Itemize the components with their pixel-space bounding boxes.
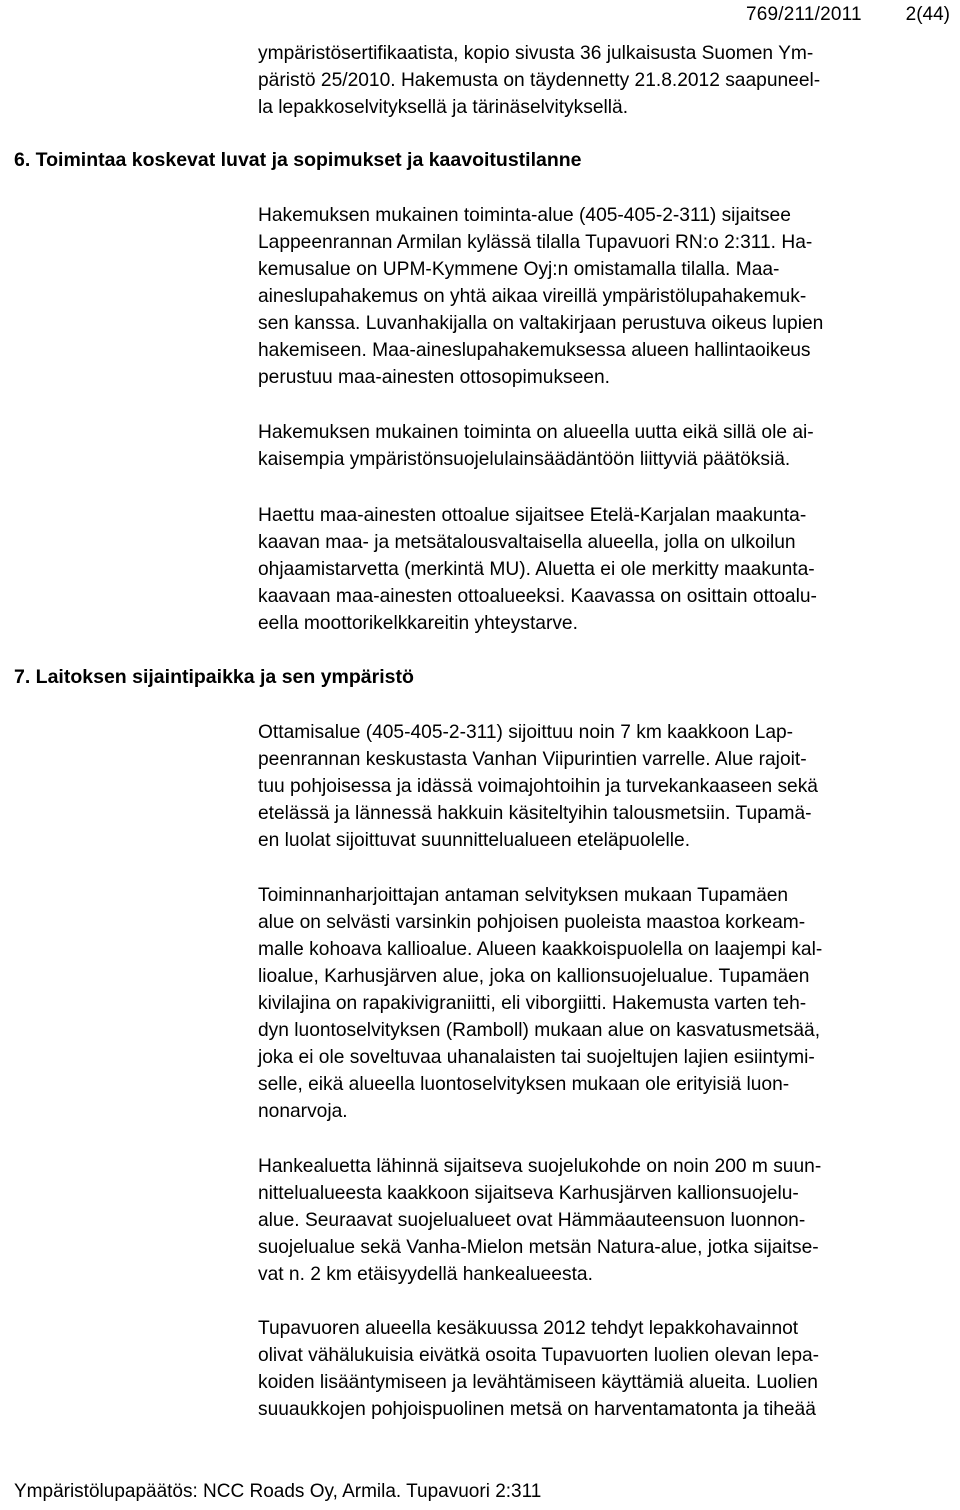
paragraph-area-description: Toiminnanharjoittajan antaman selvityksen mukaan Tupamäen alue on selvästi varsinkin pohjoisen puoleista maastoa korkeam- malle kohoava kallioalue. Alueen kaakkoispuolella on laajempi kal- lioalue, Karhusjärven alue, joka on kallionsuojelualue. Tupamäen kivilajina on rapakivigraniitti, eli viborgiitti. Hakemusta varten teh- dyn luontoselvityksen (Ramboll) mukaan alue on kasvatusmetsää, joka ei ole soveltuvaa uhanalaisten tai suojeltujen lajien esiintymi- selle, eikä alueella luontoselvityksen mukaan ole erityisiä luon- nonarvoja. [258,885,823,1122]
paragraph-protected-areas: Hankealuetta lähinnä sijaitseva suojelukohde on noin 200 m suun- nittelualueesta kaakkoon sijaitseva Karhusjärven kallionsuojelu- alue. Seuraavat suojelualueet ovat Hämmäauteensuon luonnon- suojelualue sekä Vanha-Mielon metsän Natura-alue, jotka sijaitse- vat n. 2 km etäisyydellä hankealueesta. [258,1156,822,1285]
section-heading-7: 7. Laitoksen sijaintipaikka ja sen ympäristö [14,666,414,688]
paragraph-zoning: Haettu maa-ainesten ottoalue sijaitsee Etelä-Karjalan maakunta- kaavan maa- ja metsätalousvaltaisella alueella, jolla on ulkoilun ohjaamistarvetta (merkintä MU). Aluetta ei ole merkitty maakunta- kaavaan maa-ainesten ottoalueeksi. Kaavassa on osittain ottoalu- eella moottorikelkkareitin yhteystarve. [258,505,817,634]
paragraph-bat-observations: Tupavuoren alueella kesäkuussa 2012 tehdyt lepakkohavainnot olivat vähälukuisia eivätkä osoita Tupavuorten luolien olevan lepa- koiden lisääntymiseen ja levähtämiseen käyttämiä alueita. Luolien suuaukkojen pohjoispuolinen metsä on harventamatonta ja tiheää [258,1318,820,1420]
paragraph-previous-decisions: Hakemuksen mukainen toiminta on alueella uutta eikä sillä ole ai- kaisempia ympäristönsuojelulainsäädäntöön liittyviä päätöksiä. [258,422,814,470]
page-footer: Ympäristölupapäätös: NCC Roads Oy, Armila. Tupavuori 2:311 [14,1481,542,1502]
paragraph-permits: Hakemuksen mukainen toiminta-alue (405-405-2-311) sijaitsee Lappeenrannan Armilan kylässä tilalla Tupavuori RN:o 2:311. Ha- kemusalue on UPM-Kymmene Oyj:n omistamalla tilalla. Maa- aineslupahakemus on yhtä aikaa vireillä ympäristölupahakemuk- sen kanssa. Luvanhakijalla on valtakirjaan perustuva oikeus lupien hakemiseen. Maa-aineslupahakemuksessa alueen hallintaoikeus perustuu maa-ainesten ottosopimukseen. [258,205,824,388]
page-number: 2(44) [905,4,950,25]
paragraph-intro-continuation: ympäristösertifikaatista, kopio sivusta 36 julkaisusta Suomen Ym- päristö 25/2010. Hakemusta on täydennetty 21.8.2012 saapuneel- la lepakkoselvityksellä ja tärinäselvityksellä. [258,43,821,118]
section-heading-6: 6. Toimintaa koskevat luvat ja sopimukset ja kaavoitustilanne [14,149,582,171]
document-number: 769/211/2011 [746,4,862,25]
paragraph-location: Ottamisalue (405-405-2-311) sijoittuu noin 7 km kaakkoon Lap- peenrannan keskustasta Vanhan Viipurintien varrelle. Alue rajoit- tuu pohjoisessa ja idässä voimajohtoihin ja turvekankaaseen sekä etelässä ja lännessä hakkuin käsiteltyihin talousmetsiin. Tupamä- en luolat sijoittuvat suunnittelualueen eteläpuolelle. [258,722,818,851]
